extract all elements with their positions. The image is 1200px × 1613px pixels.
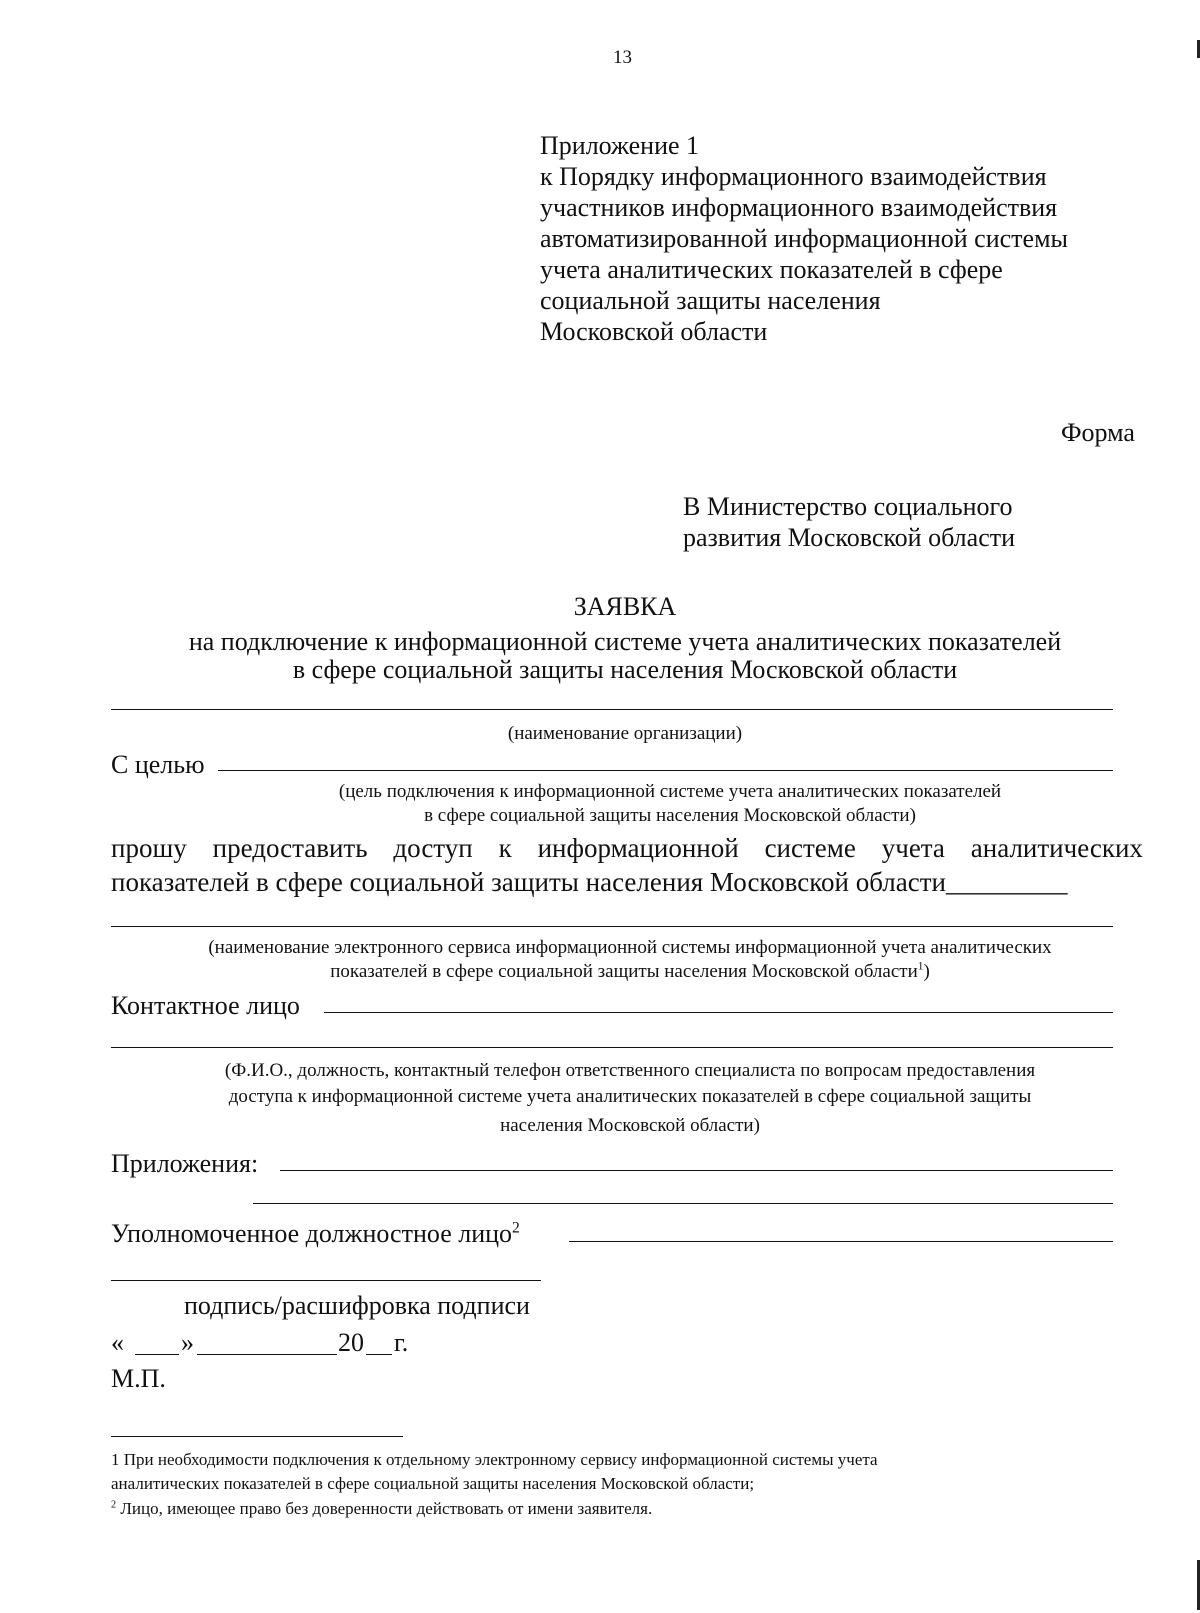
request-blank[interactable]: _________: [945, 867, 1068, 897]
date-close-quote: »: [181, 1328, 194, 1357]
appendix-line: Приложение 1: [540, 131, 700, 160]
footnote-ref-1: 1: [917, 960, 924, 973]
signature-field-line[interactable]: [111, 1280, 541, 1281]
footnote-2-mark: 2: [111, 1499, 117, 1511]
appendix-line: к Порядку информационного взаимодействия: [540, 162, 1047, 191]
appendix-line: учета аналитических показателей в сфере: [540, 255, 1003, 284]
service-caption: [0, 961, 1200, 983]
authorized-field-line[interactable]: [569, 1241, 1113, 1242]
request-word: учета: [881, 833, 945, 863]
footnote-1: 1 При необходимости подключения к отдельному электронному сервису информационной системы учета: [111, 1450, 878, 1469]
request-word: доступ: [393, 833, 473, 863]
purpose-field-line[interactable]: [218, 770, 1113, 771]
appendix-line: автоматизированной информационной системы: [540, 224, 1068, 253]
footnote-2-text: Лицо, имеющее право без доверенности действовать от имени заявителя.: [116, 1499, 653, 1518]
request-word: предоставить: [212, 833, 368, 863]
form-label: Форма: [1061, 418, 1135, 447]
purpose-label: С целью: [111, 750, 205, 779]
attachments-field-line-2[interactable]: [253, 1203, 1113, 1204]
date-month-field[interactable]: [197, 1354, 337, 1355]
signature-caption: подпись/расшифровка подписи: [184, 1291, 530, 1320]
contact-label: Контактное лицо: [111, 991, 300, 1020]
service-caption-end: ): [923, 961, 930, 982]
appendix-line: участников информационного взаимодействия: [540, 193, 1058, 222]
page-number: 13: [613, 47, 632, 68]
purpose-caption: в сфере социальной защиты населения Московской области): [424, 805, 916, 826]
authorized-label-text: Уполномоченное должностное лицо: [111, 1219, 513, 1248]
contact-caption: доступа к информационной системе учета аналитических показателей в сфере социальной защиты: [228, 1086, 1032, 1107]
date-year-suffix: г.: [394, 1328, 409, 1357]
addressee-line: развития Московской области: [683, 523, 1016, 552]
appendix-line: социальной защиты населения: [540, 286, 881, 315]
service-caption-text: показателей в сфере социальной защиты населения Московской области: [330, 961, 918, 982]
footnote-separator: [111, 1436, 403, 1437]
document-subtitle: в сфере социальной защиты населения Московской области: [292, 655, 958, 684]
request-line-2: [111, 867, 1067, 898]
document-subtitle: на подключение к информационной системе учета аналитических показателей: [188, 627, 1062, 656]
document-title: ЗАЯВКА: [573, 592, 677, 621]
request-word: информационной: [537, 833, 739, 863]
date-year-field[interactable]: [366, 1354, 392, 1355]
appendix-line: Московской области: [540, 317, 768, 346]
footnote-2: [111, 1499, 652, 1519]
footnote-1-cont: аналитических показателей в сфере социальной защиты населения Московской области;: [111, 1474, 755, 1493]
service-name-field-line[interactable]: [111, 926, 1113, 927]
request-word: аналитических: [970, 833, 1143, 863]
request-word: прошу: [111, 833, 187, 863]
purpose-caption: (цель подключения к информационной системе учета аналитических показателей: [338, 781, 1002, 802]
request-line-1: [111, 833, 1143, 864]
service-caption: (наименование электронного сервиса информационной системы информационной учета аналитических: [208, 937, 1052, 958]
appendix-block: [540, 130, 1068, 347]
attachments-field-line[interactable]: [280, 1170, 1113, 1171]
org-name-caption: (наименование организации): [507, 723, 743, 744]
date-year-prefix: 20: [338, 1328, 364, 1357]
addressee-line: В Министерство социального: [683, 492, 1013, 521]
contact-caption: (Ф.И.О., должность, контактный телефон ответственного специалиста по вопросам предоставления: [224, 1060, 1036, 1081]
org-name-field-line[interactable]: [111, 709, 1113, 710]
contact-field-line[interactable]: [324, 1012, 1113, 1013]
attachments-label: Приложения:: [111, 1149, 259, 1178]
footnote-ref-2: 2: [512, 1219, 520, 1237]
request-word: системе: [764, 833, 856, 863]
request-line-2-text: показателей в сфере социальной защиты населения Московской области: [111, 867, 946, 897]
stamp-label: М.П.: [111, 1364, 166, 1393]
contact-caption: населения Московской области): [500, 1115, 760, 1136]
request-word: к: [498, 833, 512, 863]
date-day-field[interactable]: [135, 1354, 179, 1355]
contact-field-line-2[interactable]: [111, 1047, 1113, 1048]
authorized-label: [111, 1219, 520, 1249]
date-open-quote: «: [111, 1328, 124, 1357]
